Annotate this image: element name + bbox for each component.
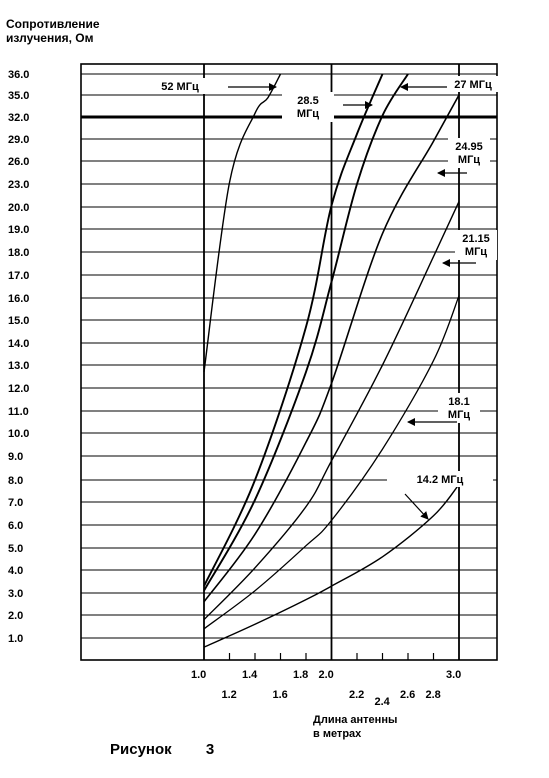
x-tick-labels — [191, 669, 461, 708]
y-tick-label: 11.0 — [8, 406, 29, 418]
series-curve-27mhz — [204, 74, 408, 591]
y-tick-label: 3.0 — [8, 588, 24, 600]
y-tick-label: 2.0 — [8, 610, 24, 622]
x-axis-title-line1: Длина антенны — [313, 714, 398, 726]
figure-caption-number: 3 — [205, 741, 215, 758]
series-label-18-1mhz: 18.1 — [448, 396, 470, 408]
x-tick-label: 1.0 — [191, 669, 207, 681]
y-tick-label: 32.0 — [8, 112, 30, 124]
series-curve-28-5mhz — [204, 74, 383, 586]
series-label-24-95mhz: 24.95 — [455, 141, 483, 153]
y-tick-label: 35.0 — [8, 90, 30, 102]
x-tick-label: 2.0 — [318, 669, 334, 681]
series-curve-52mhz — [204, 74, 281, 372]
y-tick-label: 29.0 — [8, 134, 30, 146]
y-tick-label: 9.0 — [8, 451, 24, 463]
x-tick-label: 2.2 — [349, 689, 365, 701]
x-tick-label: 1.8 — [293, 669, 309, 681]
series-label-24-95mhz: МГц — [457, 154, 481, 166]
x-tick-label: 2.6 — [400, 689, 416, 701]
figure-caption-label: Рисунок — [110, 741, 172, 758]
y-tick-label: 19.0 — [8, 224, 30, 236]
y-tick-label: 36.0 — [8, 69, 30, 81]
y-tick-label: 26.0 — [8, 156, 30, 168]
series-label-28-5mhz: МГц — [296, 108, 320, 120]
chart-grid — [81, 64, 497, 660]
series-label-21-15mhz: 21.15 — [462, 233, 490, 245]
y-tick-label: 12.0 — [8, 383, 30, 395]
y-tick-label: 8.0 — [8, 475, 24, 487]
series-label-27mhz: 27 МГц — [454, 79, 492, 91]
y-axis-title-line2: излучения, Ом — [6, 31, 94, 45]
y-tick-label: 7.0 — [8, 497, 24, 509]
series-label-21-15mhz: МГц — [464, 246, 488, 258]
y-tick-label: 4.0 — [8, 565, 24, 577]
series-label-18-1mhz: МГц — [447, 409, 471, 421]
plot-frame — [81, 64, 497, 660]
y-tick-label: 5.0 — [8, 543, 24, 555]
x-tick-label: 2.4 — [374, 696, 390, 708]
arrow-14-2mhz — [405, 494, 428, 519]
y-tick-label: 14.0 — [8, 338, 30, 350]
y-tick-label: 15.0 — [8, 315, 30, 327]
y-tick-label: 16.0 — [8, 293, 30, 305]
y-tick-label: 10.0 — [8, 428, 30, 440]
y-tick-label: 1.0 — [8, 633, 24, 645]
y-tick-label: 17.0 — [8, 270, 30, 282]
y-tick-label: 18.0 — [8, 247, 30, 259]
y-tick-labels — [8, 69, 29, 645]
series-label-28-5mhz: 28.5 — [297, 95, 319, 107]
series-label-52mhz: 52 МГц — [161, 81, 199, 93]
x-tick-label: 2.8 — [425, 689, 441, 701]
y-tick-label: 13.0 — [8, 360, 30, 372]
y-tick-label: 20.0 — [8, 202, 30, 214]
x-tick-label: 1.2 — [221, 689, 237, 701]
x-tick-label: 3.0 — [446, 669, 462, 681]
x-axis-title-line2: в метрах — [313, 728, 362, 740]
y-tick-label: 23.0 — [8, 179, 30, 191]
y-axis-title-line1: Сопротивление — [6, 17, 100, 31]
x-tick-label: 1.4 — [242, 669, 258, 681]
figure-caption — [110, 741, 244, 758]
series-label-14-2mhz: 14.2 МГц — [416, 474, 464, 486]
x-tick-label: 1.6 — [272, 689, 288, 701]
y-tick-label: 6.0 — [8, 520, 24, 532]
